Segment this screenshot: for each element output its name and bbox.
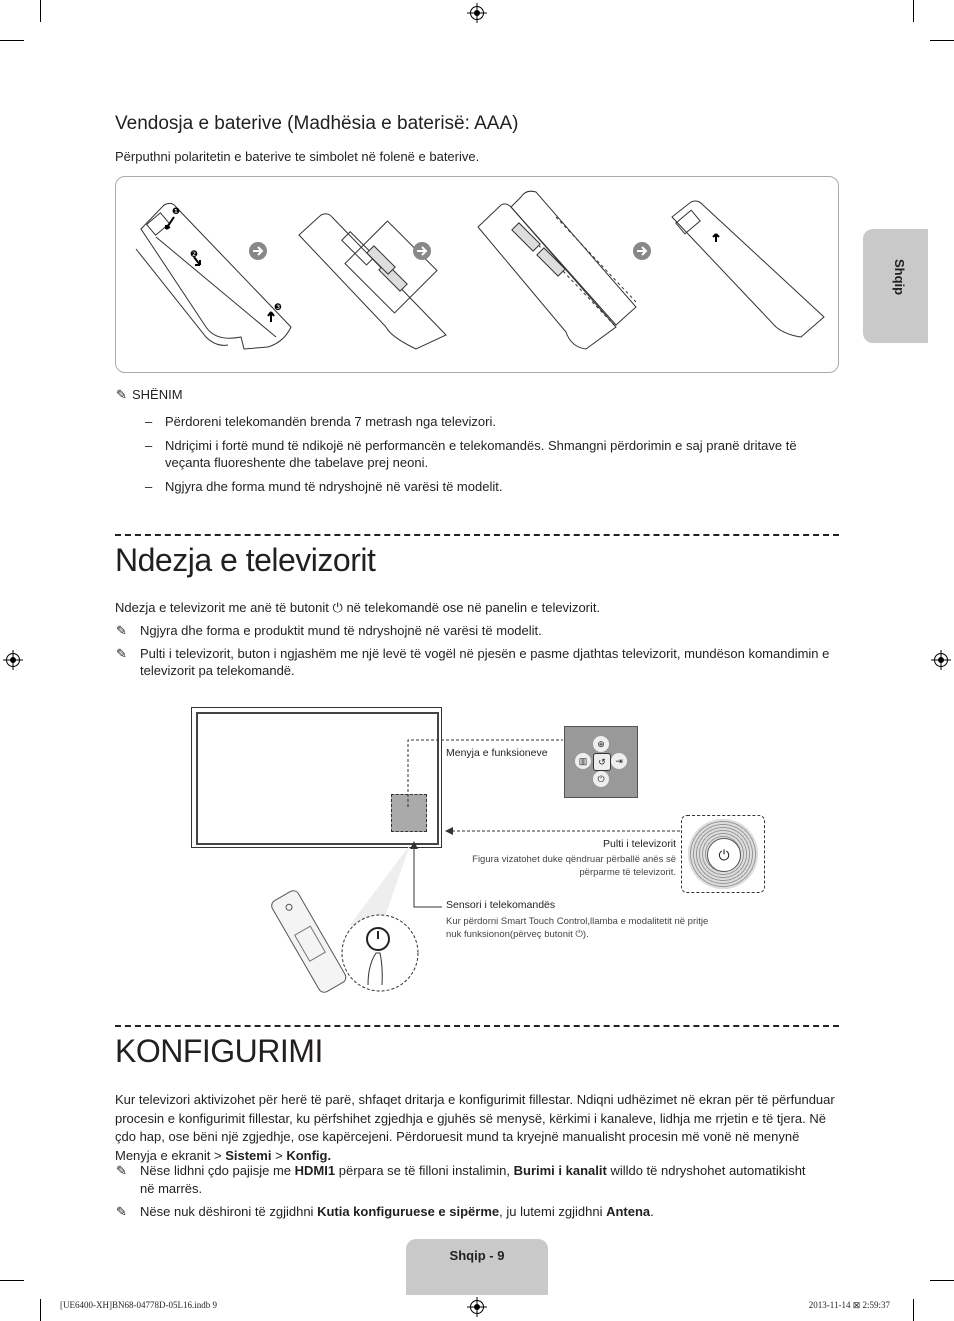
battery-illustration-box bbox=[115, 176, 839, 373]
note-item: Ndriçimi i fortë mund të ndikojë në performancën e telekomandës. Shmangni përdorimin e saj pranë dritave të veçanta fluoreshente dhe tabelave prej neoni. bbox=[165, 438, 797, 470]
side-language-tab bbox=[863, 229, 928, 343]
print-slug-right: 2013-11-14 ⊠ 2:59:37 bbox=[808, 1300, 890, 1310]
controller-label: Pulti i televizorit bbox=[603, 838, 676, 850]
power-icon: ⏻ bbox=[593, 771, 609, 787]
power-icon: ⏻ bbox=[575, 929, 583, 940]
note-text: Nëse lidhni çdo pajisje me bbox=[140, 1163, 292, 1178]
section-divider bbox=[115, 534, 839, 536]
battery-section-title: Vendosja e baterive (Madhësia e baterisë: AAA) bbox=[115, 113, 519, 134]
registration-mark-icon bbox=[467, 3, 487, 23]
controller-description: Figura vizatohet duke qëndruar përballë anës së përparme të televizorit. bbox=[472, 854, 676, 878]
pencil-note-icon: ✎ bbox=[116, 1204, 127, 1219]
source-icon: ⇥ bbox=[611, 753, 627, 769]
note-bold-text: Kutia konfiguruese e sipërme bbox=[317, 1204, 500, 1219]
note-heading bbox=[116, 386, 183, 403]
crop-mark bbox=[913, 1299, 914, 1321]
setup-paragraph-text: Kur televizori aktivizohet për herë të parë, shfaqet dritarja e konfigurimit fillestar. Ndiqni udhëzimet në ekran për të përfunduar procesin e konfigurimit fillestar, ku përfshihet zgjedhja e gjuhës së menysë, kërkimi i kanaleve, lidhja me rrjetin e të tjera. Në çdo hap, ose bëni një zgjedhje, ose kapërcejeni. Përdoruesit mund ta kryejnë manualisht procesin më vonë në menynë Menyja e ekranit > bbox=[115, 1092, 835, 1163]
setup-note bbox=[140, 1203, 830, 1220]
note-bold-text: HDMI1 bbox=[294, 1163, 336, 1178]
battery-steps-illustration bbox=[116, 177, 838, 372]
step-number: ❶ bbox=[172, 207, 181, 217]
menu-path-item: Sistemi bbox=[225, 1147, 272, 1163]
tv-controller-illustration bbox=[681, 815, 765, 893]
step-number: ❷ bbox=[190, 250, 199, 260]
list-dash: – bbox=[145, 479, 153, 494]
side-tab-label: Shqip bbox=[892, 259, 907, 296]
registration-mark-icon bbox=[931, 650, 951, 670]
registration-mark-icon bbox=[3, 650, 23, 670]
return-icon: ↺ bbox=[593, 753, 611, 771]
crop-mark bbox=[40, 1299, 41, 1321]
section-divider bbox=[115, 1025, 839, 1027]
power-section-title: Ndezja e televizorit bbox=[115, 542, 376, 578]
crop-mark bbox=[0, 1280, 24, 1281]
power-note: Pulti i televizorit, buton i ngjashëm me një levë të vogël në pjesën e pasme djathtas televizorit, mundëson komandimin e televizorit pa telekomandë. bbox=[140, 646, 830, 678]
setup-note bbox=[140, 1162, 820, 1198]
power-intro-text: në telekomandë ose në panelin e televizorit. bbox=[346, 600, 601, 615]
note-text: . bbox=[650, 1204, 654, 1219]
function-menu-label: Menyja e funksioneve bbox=[446, 747, 548, 759]
power-intro bbox=[115, 599, 835, 616]
note-item: Përdoreni telekomandën brenda 7 metrash nga televizori. bbox=[165, 414, 496, 429]
registration-mark-icon bbox=[467, 1297, 487, 1317]
sensor-description-text: Kur përdorni Smart Touch Control,llamba e modalitetit në pritje nuk funksionon(përveç butonit bbox=[446, 916, 709, 940]
globe-icon: ⊕ bbox=[593, 736, 609, 752]
note-text: , ju lutemi zgjidhni bbox=[499, 1204, 603, 1219]
note-text: willdo të ndryshohet automatikisht në marrës. bbox=[140, 1163, 806, 1196]
list-dash: – bbox=[145, 438, 153, 453]
pencil-note-icon: ✎ bbox=[116, 623, 127, 638]
sensor-description bbox=[446, 915, 716, 941]
step-number: ❸ bbox=[274, 303, 283, 313]
note-text: përpara se të filloni instalimin, bbox=[338, 1163, 510, 1178]
power-note: Ngjyra dhe forma e produktit mund të ndryshojnë në varësi të modelit. bbox=[140, 623, 542, 638]
setup-section-title: KONFIGURIMI bbox=[115, 1033, 323, 1069]
crop-mark bbox=[40, 0, 41, 22]
list-dash: – bbox=[145, 414, 153, 429]
sensor-description-text: ). bbox=[582, 929, 589, 940]
power-intro-text: Ndezja e televizorit me anë të butonit bbox=[115, 600, 329, 615]
battery-intro: Përputhni polaritetin e baterive te simbolet në folenë e baterive. bbox=[115, 149, 480, 164]
page-footer-tab bbox=[406, 1239, 548, 1295]
note-text: Nëse nuk dëshironi të zgjidhni bbox=[140, 1204, 314, 1219]
print-slug-left: [UE6400-XH]BN68-04778D-05L16.indb 9 bbox=[60, 1300, 217, 1310]
crop-mark bbox=[930, 1280, 954, 1281]
note-bold-text: Antena bbox=[606, 1204, 651, 1219]
crop-mark bbox=[913, 0, 914, 22]
crop-mark bbox=[930, 40, 954, 41]
note-bold-text: Burimi i kanalit bbox=[513, 1163, 607, 1178]
crop-mark bbox=[0, 40, 24, 41]
remote-hand-illustration bbox=[250, 835, 420, 995]
pencil-note-icon: ✎ bbox=[116, 646, 127, 661]
power-icon: ⏻ bbox=[707, 838, 741, 872]
sensor-label: Sensori i telekomandës bbox=[446, 899, 556, 911]
function-menu-illustration bbox=[564, 726, 638, 798]
note-label: SHËNIM bbox=[132, 387, 183, 402]
menu-path-item: Konfig. bbox=[286, 1147, 332, 1163]
pencil-note-icon: ✎ bbox=[116, 387, 127, 402]
pencil-note-icon: ✎ bbox=[116, 1163, 127, 1178]
setup-paragraph bbox=[115, 1091, 841, 1165]
menu-icon: ▥ bbox=[575, 753, 591, 769]
menu-path-separator: > bbox=[275, 1147, 283, 1163]
note-item: Ngjyra dhe forma mund të ndryshojnë në varësi të modelit. bbox=[165, 479, 503, 494]
controller-knob bbox=[688, 819, 758, 889]
page-number: Shqip - 9 bbox=[449, 1248, 505, 1263]
power-icon: ⏻ bbox=[332, 600, 343, 615]
